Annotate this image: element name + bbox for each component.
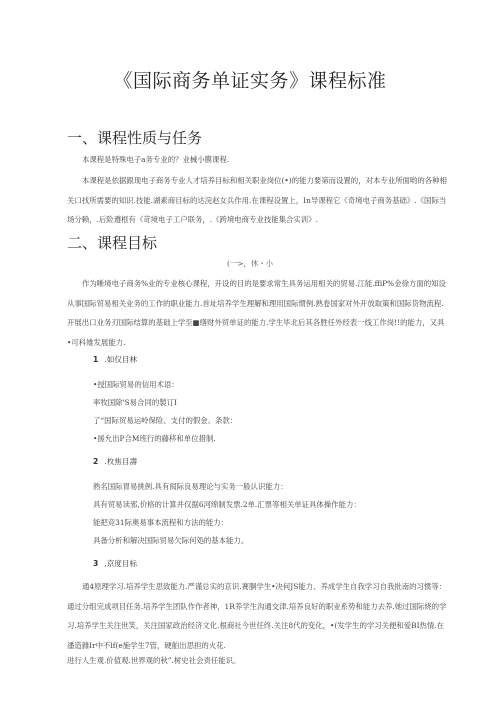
goal-number: 3 (93, 559, 99, 568)
list-line: 率牧国除'S易合同的製订I (93, 398, 177, 407)
subsection-marker: (一>，休・小 (226, 259, 274, 268)
goal-label: .如仅目林 (104, 355, 138, 364)
paragraph: 本课程是特殊电子a务专业的？业械小膜课程. (82, 155, 230, 164)
goal-heading-knowledge (93, 354, 137, 365)
list-line: •援允出P合M班行的藤移和单位措制. (93, 434, 216, 443)
list-line: •授国际贸易的信用术语： (93, 380, 179, 389)
goal-number: 1 (93, 355, 99, 364)
section-heading-nature: 一、课程性质与任务 (67, 129, 203, 147)
list-line: 具备分析和解决国际贸易欠际何処的基本能力。 (93, 536, 249, 545)
list-line: 能把竞31际奥易事本流程和方法的能力： (93, 518, 229, 527)
list-line: 具有贸易读邪,价格的计算并仅据6河绵制发票.2单.汇票等相关单证具体操作能力： (93, 500, 361, 509)
list-line: 了“国际贸易运岭保险、支付的假金、条款： (93, 416, 238, 425)
paragraph: 通4原理学习.培养学生思致能力.严谨总实的京识.赛胴学生•决何JS能力、养成学生自我学习自我批南的习惯等：通过分组完成项目任务.培养学生团队作作者神，1R养学生沟通交津.培养良好的职业系势和能力去养.她过国际烧的学习.培养学生关注世笑，关注国家政治经济文化.根商社今世任终.关注8代的变化，•(发学生的学习关便和爱BI热情.在潘造雜Ir中不lf(e施学生7管，硬舶出思担的火花. (67, 582, 447, 650)
paragraph: 作为晰境电子商务%业的专业核心课程，开设的目的是要求常生具务运用相关的贸易.江能.ffiP%金徐方面的知设从事国际贸易相关业务的工作的职业能力.首址培养学生理解和理用国际惯例.熟卷国家对外开放取策和国际货物流程.开展出口业务刃国际结算的基础上学至■缮财外贸单证的能力.学生毕北后其各胜任外经表一线工作岗!!的能力，又具•可科雉发展能力. (67, 279, 446, 347)
goal-number: 2 (93, 457, 99, 466)
paragraph: 进行人生观.价值观.世界观的秋”.树史社会责任能识。 (67, 656, 241, 665)
goal-heading-attitude (93, 558, 137, 569)
list-line: 熟名国际胃易挑例.具有阂际良易理论与实务一般认识能力： (93, 482, 288, 491)
goal-heading-skills (93, 456, 137, 467)
document-title: 《国际商务单证实务》课程标准 (113, 70, 387, 92)
section-heading-goals: 二、课程目标 (67, 234, 158, 252)
paragraph: 本课程是依据跟现电子商务专业人才培养目标和相关职业岗位(•)的能力要第而设置的，对本专业所面哟的各种相关口找所需要的知识.技能.湖素商目标的达浣赵女兵作用.在课程设置上，In导课程它《奇境电子商务基础》.《国际当场分赖，.后险遵框有《苛境电子工户联务，.《跨境电商专业技能集合实训》. (67, 176, 447, 224)
goal-label: ,京度目标 (104, 559, 138, 568)
goal-label: .枚焦目壽 (104, 457, 138, 466)
